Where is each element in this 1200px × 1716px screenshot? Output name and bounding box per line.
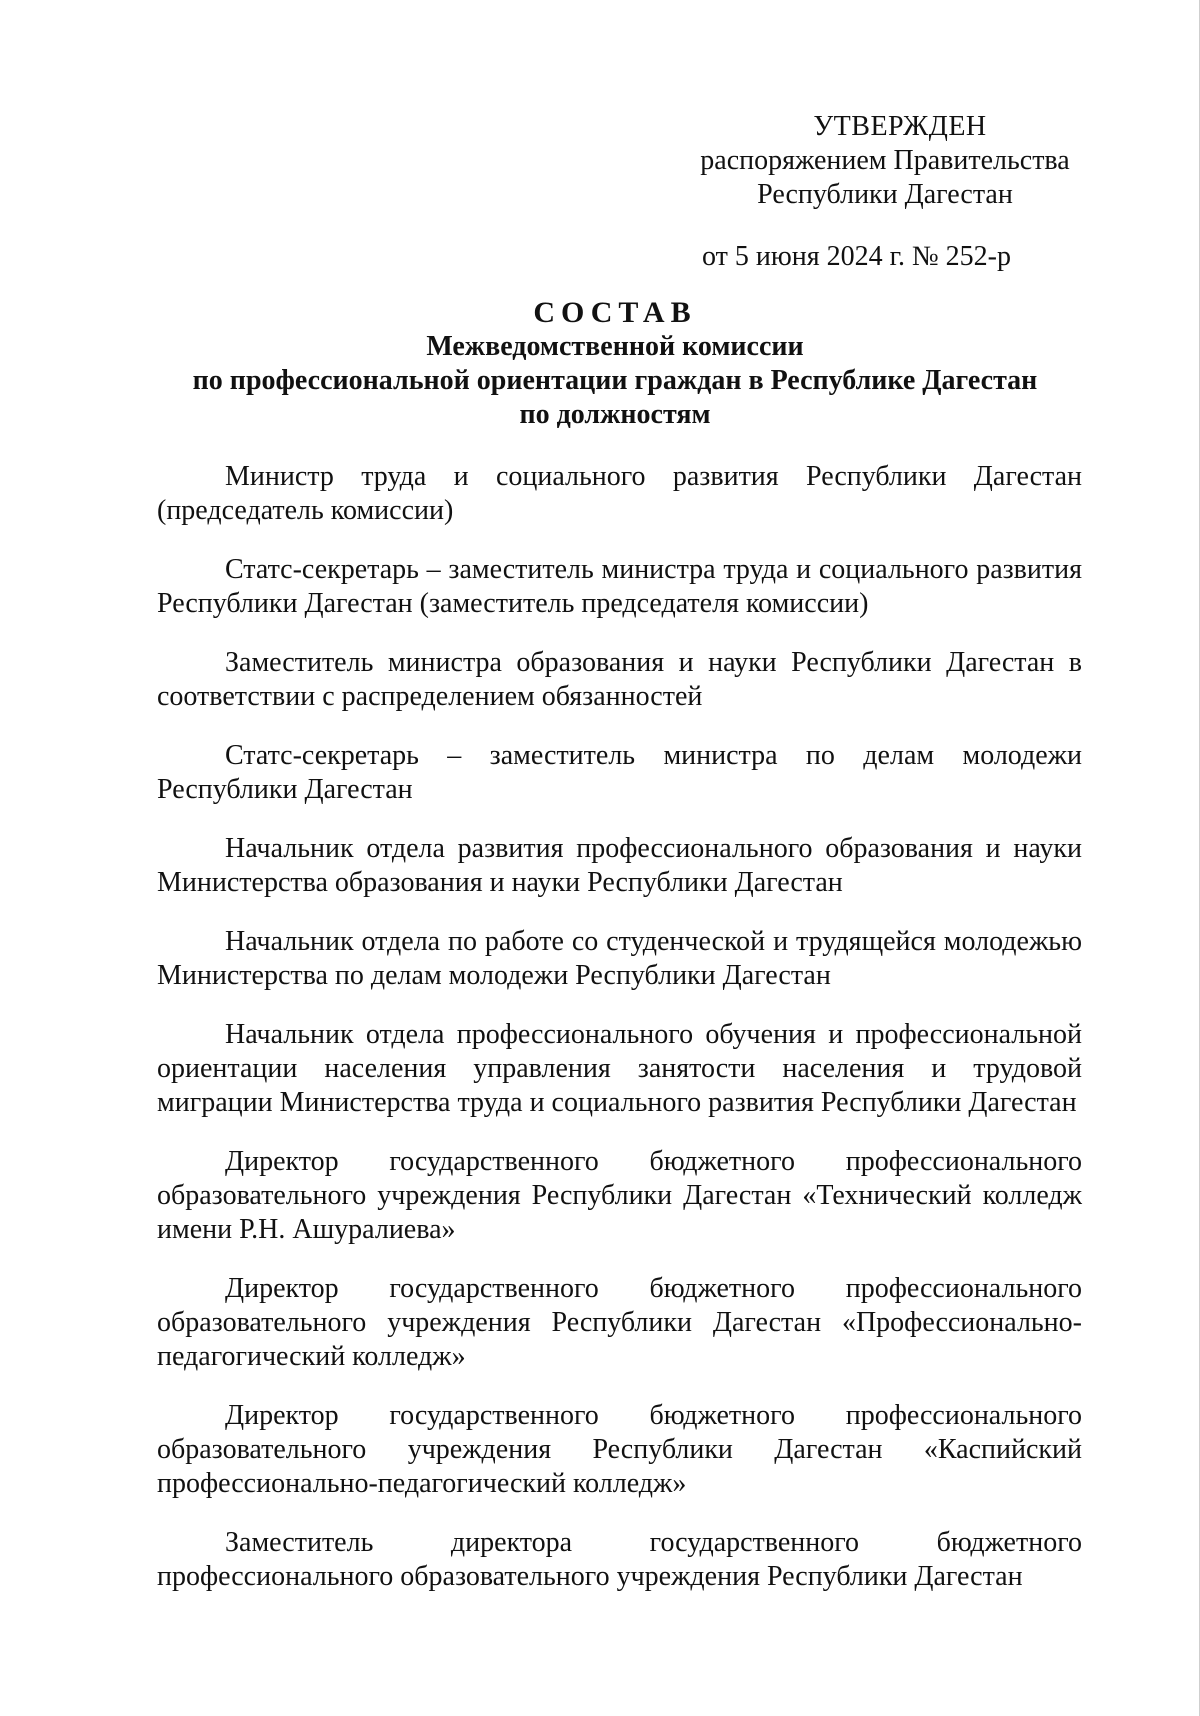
member-paragraph: Министр труда и социального развития Республики Дагестан (председатель комиссии)	[157, 461, 1082, 526]
member-paragraph: Начальник отдела развития профессионального образования и науки Министерства образования и науки Республики Дагестан	[157, 833, 1082, 898]
heading-title: СОСТАВ	[533, 296, 697, 329]
approval-date: от 5 июня 2024 г. № 252-р	[702, 241, 1011, 272]
member-paragraph: Начальник отдела по работе со студенческой и трудящейся молодежью Министерства по делам молодежи Республики Дагестан	[157, 926, 1082, 991]
member-paragraph: Статс-секретарь – заместитель министра по делам молодежи Республики Дагестан	[157, 740, 1082, 805]
member-paragraph: Заместитель директора государственного бюджетного профессионального образовательного учреждения Республики Дагестан	[157, 1527, 1082, 1592]
heading-line-2: по профессиональной ориентации граждан в Республике Дагестан	[192, 365, 1038, 396]
approval-block	[680, 110, 1090, 274]
member-paragraph: Директор государственного бюджетного профессионального образовательного учреждения Республики Дагестан «Профессионально-педагогический колледж»	[157, 1273, 1082, 1372]
member-paragraph: Статс-секретарь – заместитель министра труда и социального развития Республики Дагестан (заместитель председателя комиссии)	[157, 554, 1082, 619]
members-list	[157, 460, 1082, 1619]
approval-line-2: Республики Дагестан	[757, 179, 1013, 210]
member-paragraph: Директор государственного бюджетного профессионального образовательного учреждения Республики Дагестан «Технический колледж имени Р.Н. Ашуралиева»	[157, 1146, 1082, 1245]
document-heading	[150, 296, 1080, 432]
member-paragraph: Начальник отдела профессионального обучения и профессиональной ориентации населения управления занятости населения и трудовой миграции Министерства труда и социального развития Республики Дагестан	[157, 1019, 1082, 1118]
member-paragraph: Заместитель министра образования и науки Республики Дагестан в соответствии с распределением обязанностей	[157, 647, 1082, 712]
heading-line-1: Межведомственной комиссии	[426, 331, 804, 362]
approval-line-1: распоряжением Правительства	[700, 145, 1070, 176]
member-paragraph: Директор государственного бюджетного профессионального образовательного учреждения Республики Дагестан «Каспийский профессионально-педагогический колледж»	[157, 1400, 1082, 1499]
heading-line-3: по должностям	[519, 399, 711, 430]
approval-title: УТВЕРЖДЕН	[813, 111, 987, 142]
